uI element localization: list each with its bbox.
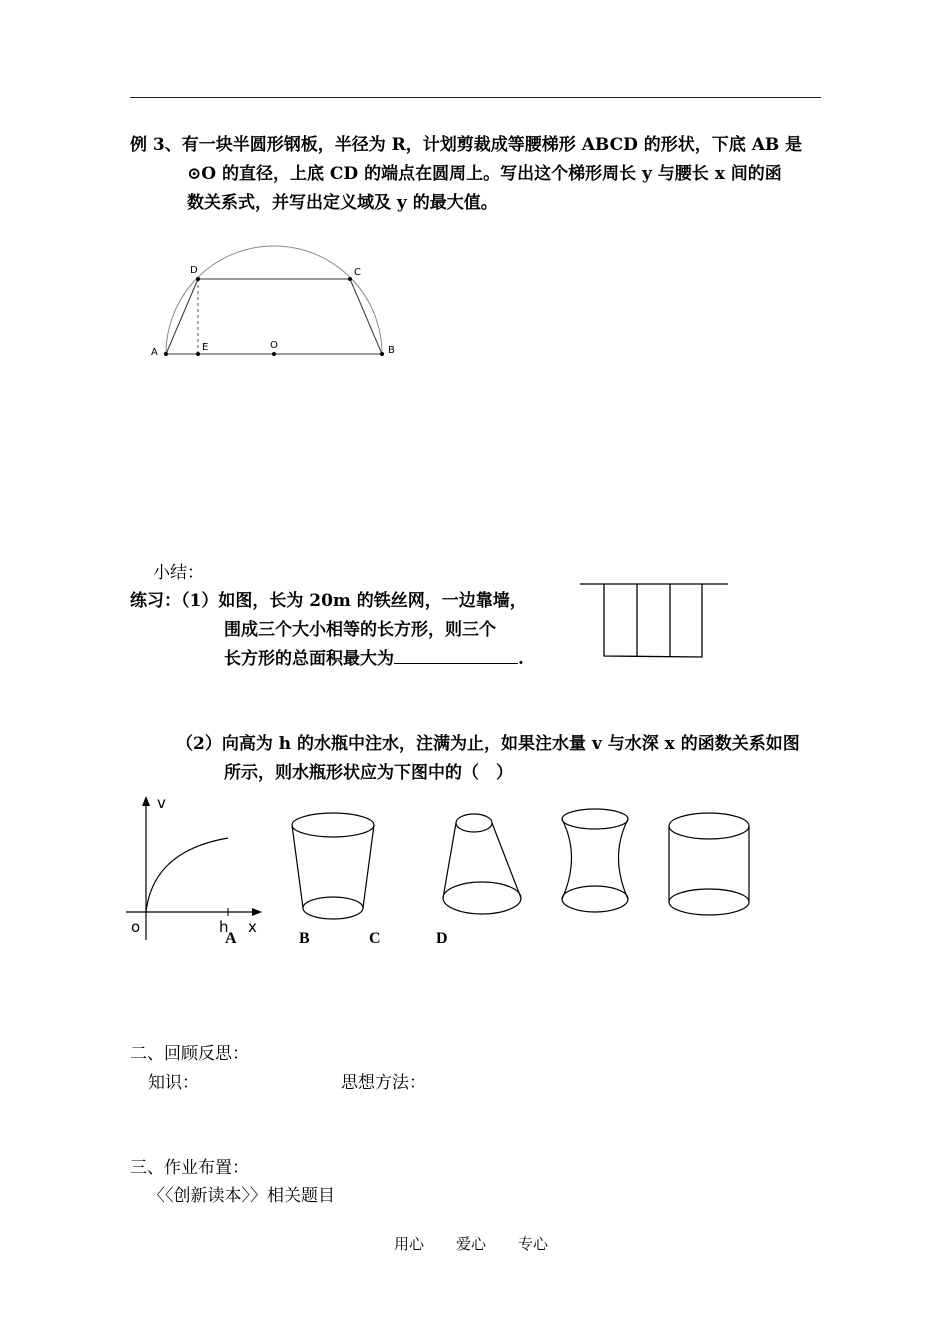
header-rule: [130, 97, 821, 98]
footer-item-3: 专心: [518, 1235, 549, 1253]
fence-figure: [575, 575, 735, 665]
bottle-shape-4: [669, 813, 749, 915]
option-c[interactable]: C: [369, 930, 381, 947]
label-v: v: [157, 794, 166, 812]
exercise1-line3-suffix: .: [518, 649, 524, 669]
label-h: h: [219, 918, 229, 936]
label-E: E: [202, 342, 209, 353]
label-B: B: [388, 345, 395, 356]
v-x-curve: [146, 838, 228, 912]
v-x-graph: [120, 790, 270, 950]
section2-title: 二、回顾反思：: [130, 1044, 249, 1064]
footer: [394, 1233, 548, 1254]
exercise1-line1: 练习：（1）如图，长为 20m 的铁丝网，一边靠墙，: [130, 591, 527, 611]
section3-title: 三、作业布置：: [130, 1158, 249, 1178]
exercise2-line1: （2）向高为 h 的水瓶中注水，注满为止，如果注水量 v 与水深 x 的函数关系如图: [176, 734, 800, 754]
example3-line2: ⊙O 的直径，上底 CD 的端点在圆周上。写出这个梯形周长 y 与腰长 x 间的函: [187, 164, 782, 184]
label-o: o: [131, 918, 141, 936]
segment-CB: [350, 279, 382, 354]
example3-line3: 数关系式，并写出定义域及 y 的最大值。: [187, 193, 498, 213]
segment-AD: [166, 279, 198, 354]
label-O: O: [270, 340, 278, 351]
label-D: D: [190, 265, 198, 276]
exercise1-line2: 围成三个大小相等的长方形，则三个: [224, 620, 496, 640]
section2-knowledge: 知识：: [148, 1073, 199, 1093]
fence-outline: [604, 584, 702, 657]
semicircle-trapezoid-figure: [140, 240, 410, 370]
section3-content: 〈〈创新读本〉〉相关题目: [148, 1186, 335, 1206]
answer-blank[interactable]: [394, 645, 518, 664]
exercise1-line3: [224, 645, 524, 673]
footer-item-2: 爱心: [456, 1235, 487, 1253]
summary-label: 小结：: [153, 563, 204, 583]
example3-line1: 例 3、有一块半圆形钢板，半径为 R，计划剪裁成等腰梯形 ABCD 的形状，下底 AB 是: [130, 135, 803, 155]
footer-item-1: 用心: [394, 1235, 425, 1253]
label-x: x: [248, 918, 257, 936]
option-b[interactable]: B: [299, 930, 310, 947]
label-C: C: [354, 267, 361, 278]
bottle-shape-2: [443, 814, 521, 914]
bottle-shape-3: [562, 809, 628, 912]
bottle-shape-1: [292, 813, 374, 919]
label-A: A: [151, 347, 158, 358]
exercise2-line2: 所示，则水瓶形状应为下图中的（ ）: [224, 763, 513, 783]
option-a[interactable]: A: [225, 930, 237, 947]
bottle-shapes: [285, 805, 765, 930]
exercise1-line3-prefix: 长方形的总面积最大为: [224, 649, 394, 669]
section2-method: 思想方法：: [341, 1073, 426, 1093]
option-d[interactable]: D: [436, 930, 448, 947]
